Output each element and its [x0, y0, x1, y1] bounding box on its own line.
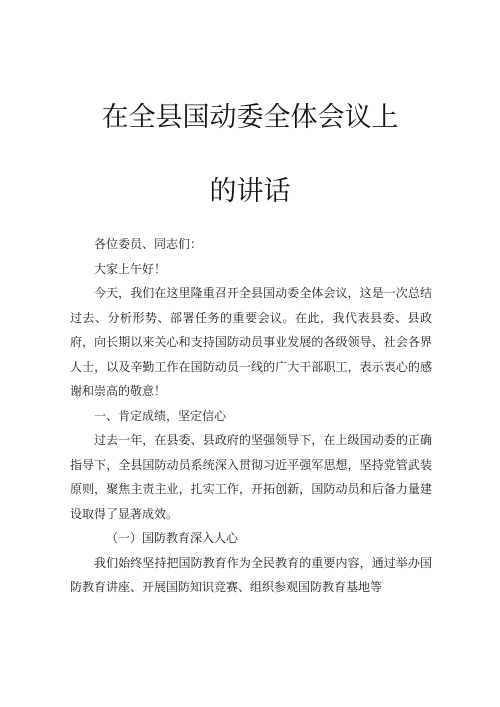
subsection-heading-1: （一）国防教育深入人心 [106, 531, 239, 545]
greeting: 大家上午好！ [94, 261, 167, 276]
section-heading-1: 一、肯定成绩，坚定信心 [94, 408, 227, 423]
subsection-1-paragraph: 我们始终坚持把国防教育作为全民教育的重要内容，通过举办国防教育讲座、开展国防知识竞赛、组织参观国防教育基地等 [70, 555, 432, 594]
document-title-line-2: 的讲话 [209, 176, 291, 207]
salutation: 各位委员、同志们： [94, 237, 203, 251]
document-title-line-1: 在全县国动委全体会议上 [101, 102, 399, 133]
document-body [70, 232, 432, 600]
opening-paragraph: 今天，我们在这里隆重召开全县国动委全体会议，这是一次总结过去、分析形势、部署任务的重要会议。在此，我代表县委、县政府，向长期以来关心和支持国防动员事业发展的各级领导、社会各界人士，以及辛勤工作在国防动员一线的广大干部职工，表示衷心的感谢和崇高的敬意！ [70, 286, 432, 398]
section-1-paragraph: 过去一年，在县委、县政府的坚强领导下，在上级国动委的正确指导下，全县国防动员系统深入贯彻习近平强军思想，坚持党管武装原则，聚焦主责主业，扎实工作，开拓创新，国防动员和后备力量建设取得了显著成效。 [70, 433, 432, 521]
